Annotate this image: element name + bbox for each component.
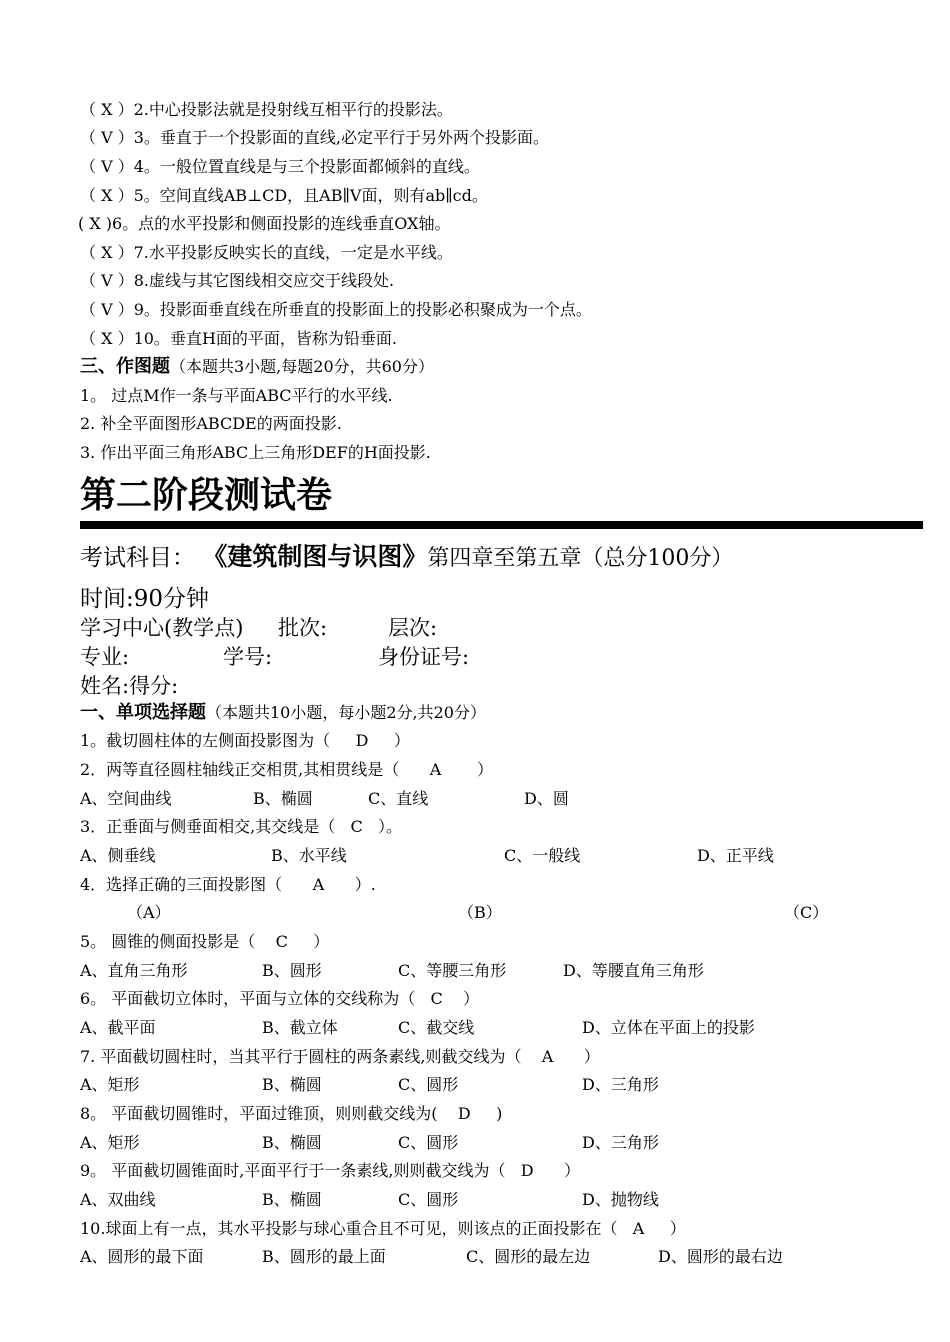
mc6-option-c: C、截交线 (398, 1018, 475, 1037)
mc10-option-b: B、圆形的最上面 (262, 1247, 386, 1266)
subject-scope: 第四章至第五章（总分100分） (427, 546, 734, 571)
tf-item-8 (80, 271, 394, 291)
tf-mark: （ X ）2. (80, 100, 149, 119)
mc7-option-b: B、椭圆 (262, 1075, 322, 1094)
mc-question-1: 1。截切圆柱体的左侧面投影图为（ D ） (80, 731, 410, 750)
section-title: 一、单项选择题 (80, 702, 206, 723)
mc3-option-b: B、水平线 (271, 846, 347, 865)
mc10-option-c: C、圆形的最左边 (466, 1247, 591, 1266)
mc7-option-a: A、矩形 (80, 1075, 140, 1094)
level-label: 层次: (388, 616, 438, 640)
section-title: 三、作图题 (80, 356, 170, 377)
learning-center-label: 学习中心(教学点) (80, 616, 244, 640)
tf-item-9 (80, 300, 592, 320)
mc3-option-d: D、正平线 (697, 846, 774, 865)
exam-time: 时间:90分钟 (80, 586, 210, 612)
tf-text: 点的水平投影和侧面投影的连线垂直OX轴。 (138, 214, 451, 233)
mc4-figure-a-label: （A） (127, 903, 171, 922)
drawing-item-2: 2. 补全平面图形ABCDE的两面投影. (80, 414, 342, 433)
mc8-option-d: D、三角形 (582, 1133, 659, 1152)
tf-mark: （ X ）7. (80, 243, 149, 262)
tf-text: 空间直线AB⊥CD，且AB∥V面，则有ab∥cd。 (159, 186, 488, 205)
mc-question-4: 4．选择正确的三面投影图（ A ）. (80, 875, 376, 894)
mc9-option-b: B、椭圆 (262, 1190, 322, 1209)
section-note: （本题共10小题，每小题2分,共20分） (206, 703, 486, 722)
tf-item-5 (80, 186, 488, 206)
mc-question-10: 10.球面上有一点，其水平投影与球心重合且不可见，则该点的正面投影在（ A ） (80, 1219, 686, 1238)
drawing-section-heading (80, 357, 434, 377)
tf-mark: ( X )6。 (78, 214, 139, 233)
student-no-label: 学号: (223, 645, 273, 669)
tf-text: 投影面垂直线在所垂直的投影面上的投影必积聚成为一个点。 (159, 300, 592, 319)
mc5-option-c: C、等腰三角形 (398, 961, 507, 980)
tf-item-6 (78, 214, 450, 234)
title-rule (80, 521, 923, 529)
mc2-option-a: A、空间曲线 (80, 789, 172, 808)
stage-title: 第二阶段测试卷 (80, 475, 333, 516)
mc9-option-d: D、抛物线 (582, 1190, 659, 1209)
mc9-option-c: C、圆形 (398, 1190, 459, 1209)
tf-item-2 (80, 100, 453, 120)
tf-item-3 (80, 128, 549, 148)
major-label: 专业: (80, 645, 130, 669)
mc4-figure-b-label: （B） (458, 903, 502, 922)
tf-text: 水平投影反映实长的直线，一定是水平线。 (148, 243, 453, 262)
mc-question-8: 8。 平面截切圆锥时，平面过锥顶，则则截交线为( D ) (80, 1104, 503, 1123)
mc-question-6: 6。 平面截切立体时，平面与立体的交线称为（ C ） (80, 989, 480, 1008)
tf-mark: （ V ）4。 (80, 157, 160, 176)
tf-mark: （ V ）9。 (80, 300, 160, 319)
mc2-option-d: D、圆 (524, 789, 569, 808)
mc-question-3: 3．正垂面与侧垂面相交,其交线是（ C ）。 (80, 817, 403, 836)
mc-question-7: 7. 平面截切圆柱时，当其平行于圆柱的两条素线,则截交线为（ A ） (80, 1047, 600, 1066)
tf-mark: （ X ）10。 (80, 329, 170, 348)
mc-question-9: 9。 平面截切圆锥面时,平面平行于一条素线,则则截交线为（ D ） (80, 1161, 581, 1180)
mc-section-heading (80, 703, 486, 723)
tf-item-7 (80, 243, 453, 263)
mc5-option-a: A、直角三角形 (80, 961, 188, 980)
mc-question-5: 5。 圆锥的侧面投影是（ C ） (80, 932, 330, 951)
mc6-option-d: D、立体在平面上的投影 (582, 1018, 755, 1037)
drawing-item-3: 3. 作出平面三角形ABC上三角形DEF的H面投影. (80, 443, 431, 462)
mc10-option-a: A、圆形的最下面 (80, 1247, 204, 1266)
mc6-option-b: B、截立体 (262, 1018, 338, 1037)
tf-text: 垂直于一个投影面的直线,必定平行于另外两个投影面。 (159, 128, 550, 147)
mc-question-2: 2．两等直径圆柱轴线正交相贯,其相贯线是（ A ） (80, 760, 493, 779)
tf-item-10 (80, 329, 397, 349)
tf-mark: （ X ）5。 (80, 186, 160, 205)
mc2-option-c: C、直线 (368, 789, 429, 808)
tf-item-4 (80, 157, 480, 177)
mc2-option-b: B、椭圆 (253, 789, 313, 808)
mc7-option-c: C、圆形 (398, 1075, 459, 1094)
mc9-option-a: A、双曲线 (80, 1190, 156, 1209)
exam-subject (80, 540, 733, 577)
mc8-option-a: A、矩形 (80, 1133, 140, 1152)
id-no-label: 身份证号: (378, 645, 470, 669)
subject-label: 考试科目： (80, 545, 195, 571)
mc5-option-b: B、圆形 (262, 961, 322, 980)
name-score-label: 姓名:得分: (80, 674, 179, 698)
section-note: （本题共3小题,每题20分，共60分） (170, 357, 434, 376)
drawing-item-1: 1。 过点M作一条与平面ABC平行的水平线. (80, 386, 393, 405)
subject-book: 《建筑制图与识图》 (202, 542, 428, 571)
mc8-option-b: B、椭圆 (262, 1133, 322, 1152)
mc4-figure-c-label: （C） (784, 903, 829, 922)
tf-text: 一般位置直线是与三个投影面都倾斜的直线。 (159, 157, 480, 176)
tf-text: 虚线与其它图线相交应交于线段处. (149, 271, 395, 290)
mc3-option-c: C、一般线 (504, 846, 581, 865)
tf-text: 垂直H面的平面，皆称为铅垂面. (169, 329, 397, 348)
mc3-option-a: A、侧垂线 (80, 846, 156, 865)
mc5-option-d: D、等腰直角三角形 (563, 961, 704, 980)
batch-label: 批次: (278, 616, 328, 640)
tf-text: 中心投影法就是投射线互相平行的投影法。 (148, 100, 453, 119)
tf-mark: （ V ）3。 (80, 128, 160, 147)
mc10-option-d: D、圆形的最右边 (658, 1247, 783, 1266)
mc8-option-c: C、圆形 (398, 1133, 459, 1152)
mc7-option-d: D、三角形 (582, 1075, 659, 1094)
mc6-option-a: A、截平面 (80, 1018, 156, 1037)
tf-mark: （ V ）8. (80, 271, 149, 290)
